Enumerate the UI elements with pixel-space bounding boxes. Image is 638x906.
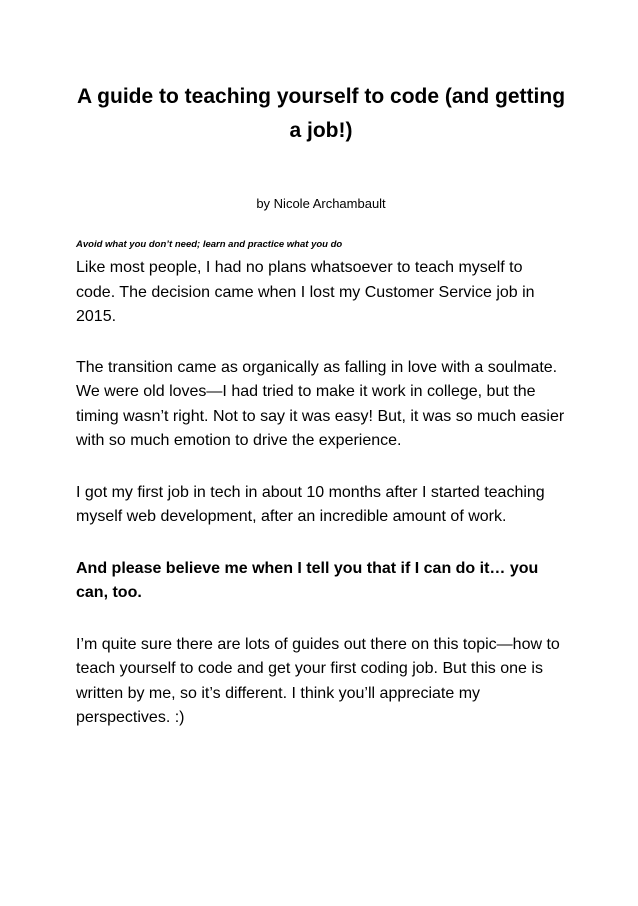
paragraph-5: I’m quite sure there are lots of guides out there on this topic—how to teach yourself to code and get your first coding job. But this one is written by me, so it’s different. I think you’ll appreciate my perspectives. :) — [76, 635, 560, 726]
paragraph-3: I got my first job in tech in about 10 months after I started teaching myself web development, after an incredible amount of work. — [76, 483, 545, 525]
section-subheading: Avoid what you don’t need; learn and practice what you do — [76, 239, 343, 250]
author-byline: by Nicole Archambault — [256, 196, 386, 211]
paragraph-4-emphasis: And please believe me when I tell you that if I can do it… you can, too. — [76, 559, 539, 601]
document-title: A guide to teaching yourself to code (and getting a job!) — [76, 85, 566, 142]
paragraph-2: The transition came as organically as falling in love with a soulmate. We were old loves—I had tried to make it work in college, but the timing wasn’t right. Not to say it was easy! But, it was so much easier with so much emotion to drive the experience. — [76, 358, 565, 449]
paragraph-1: Like most people, I had no plans whatsoever to teach myself to code. The decision came when I lost my Customer Service job in 2015. — [76, 259, 535, 325]
document-page — [0, 80, 638, 906]
